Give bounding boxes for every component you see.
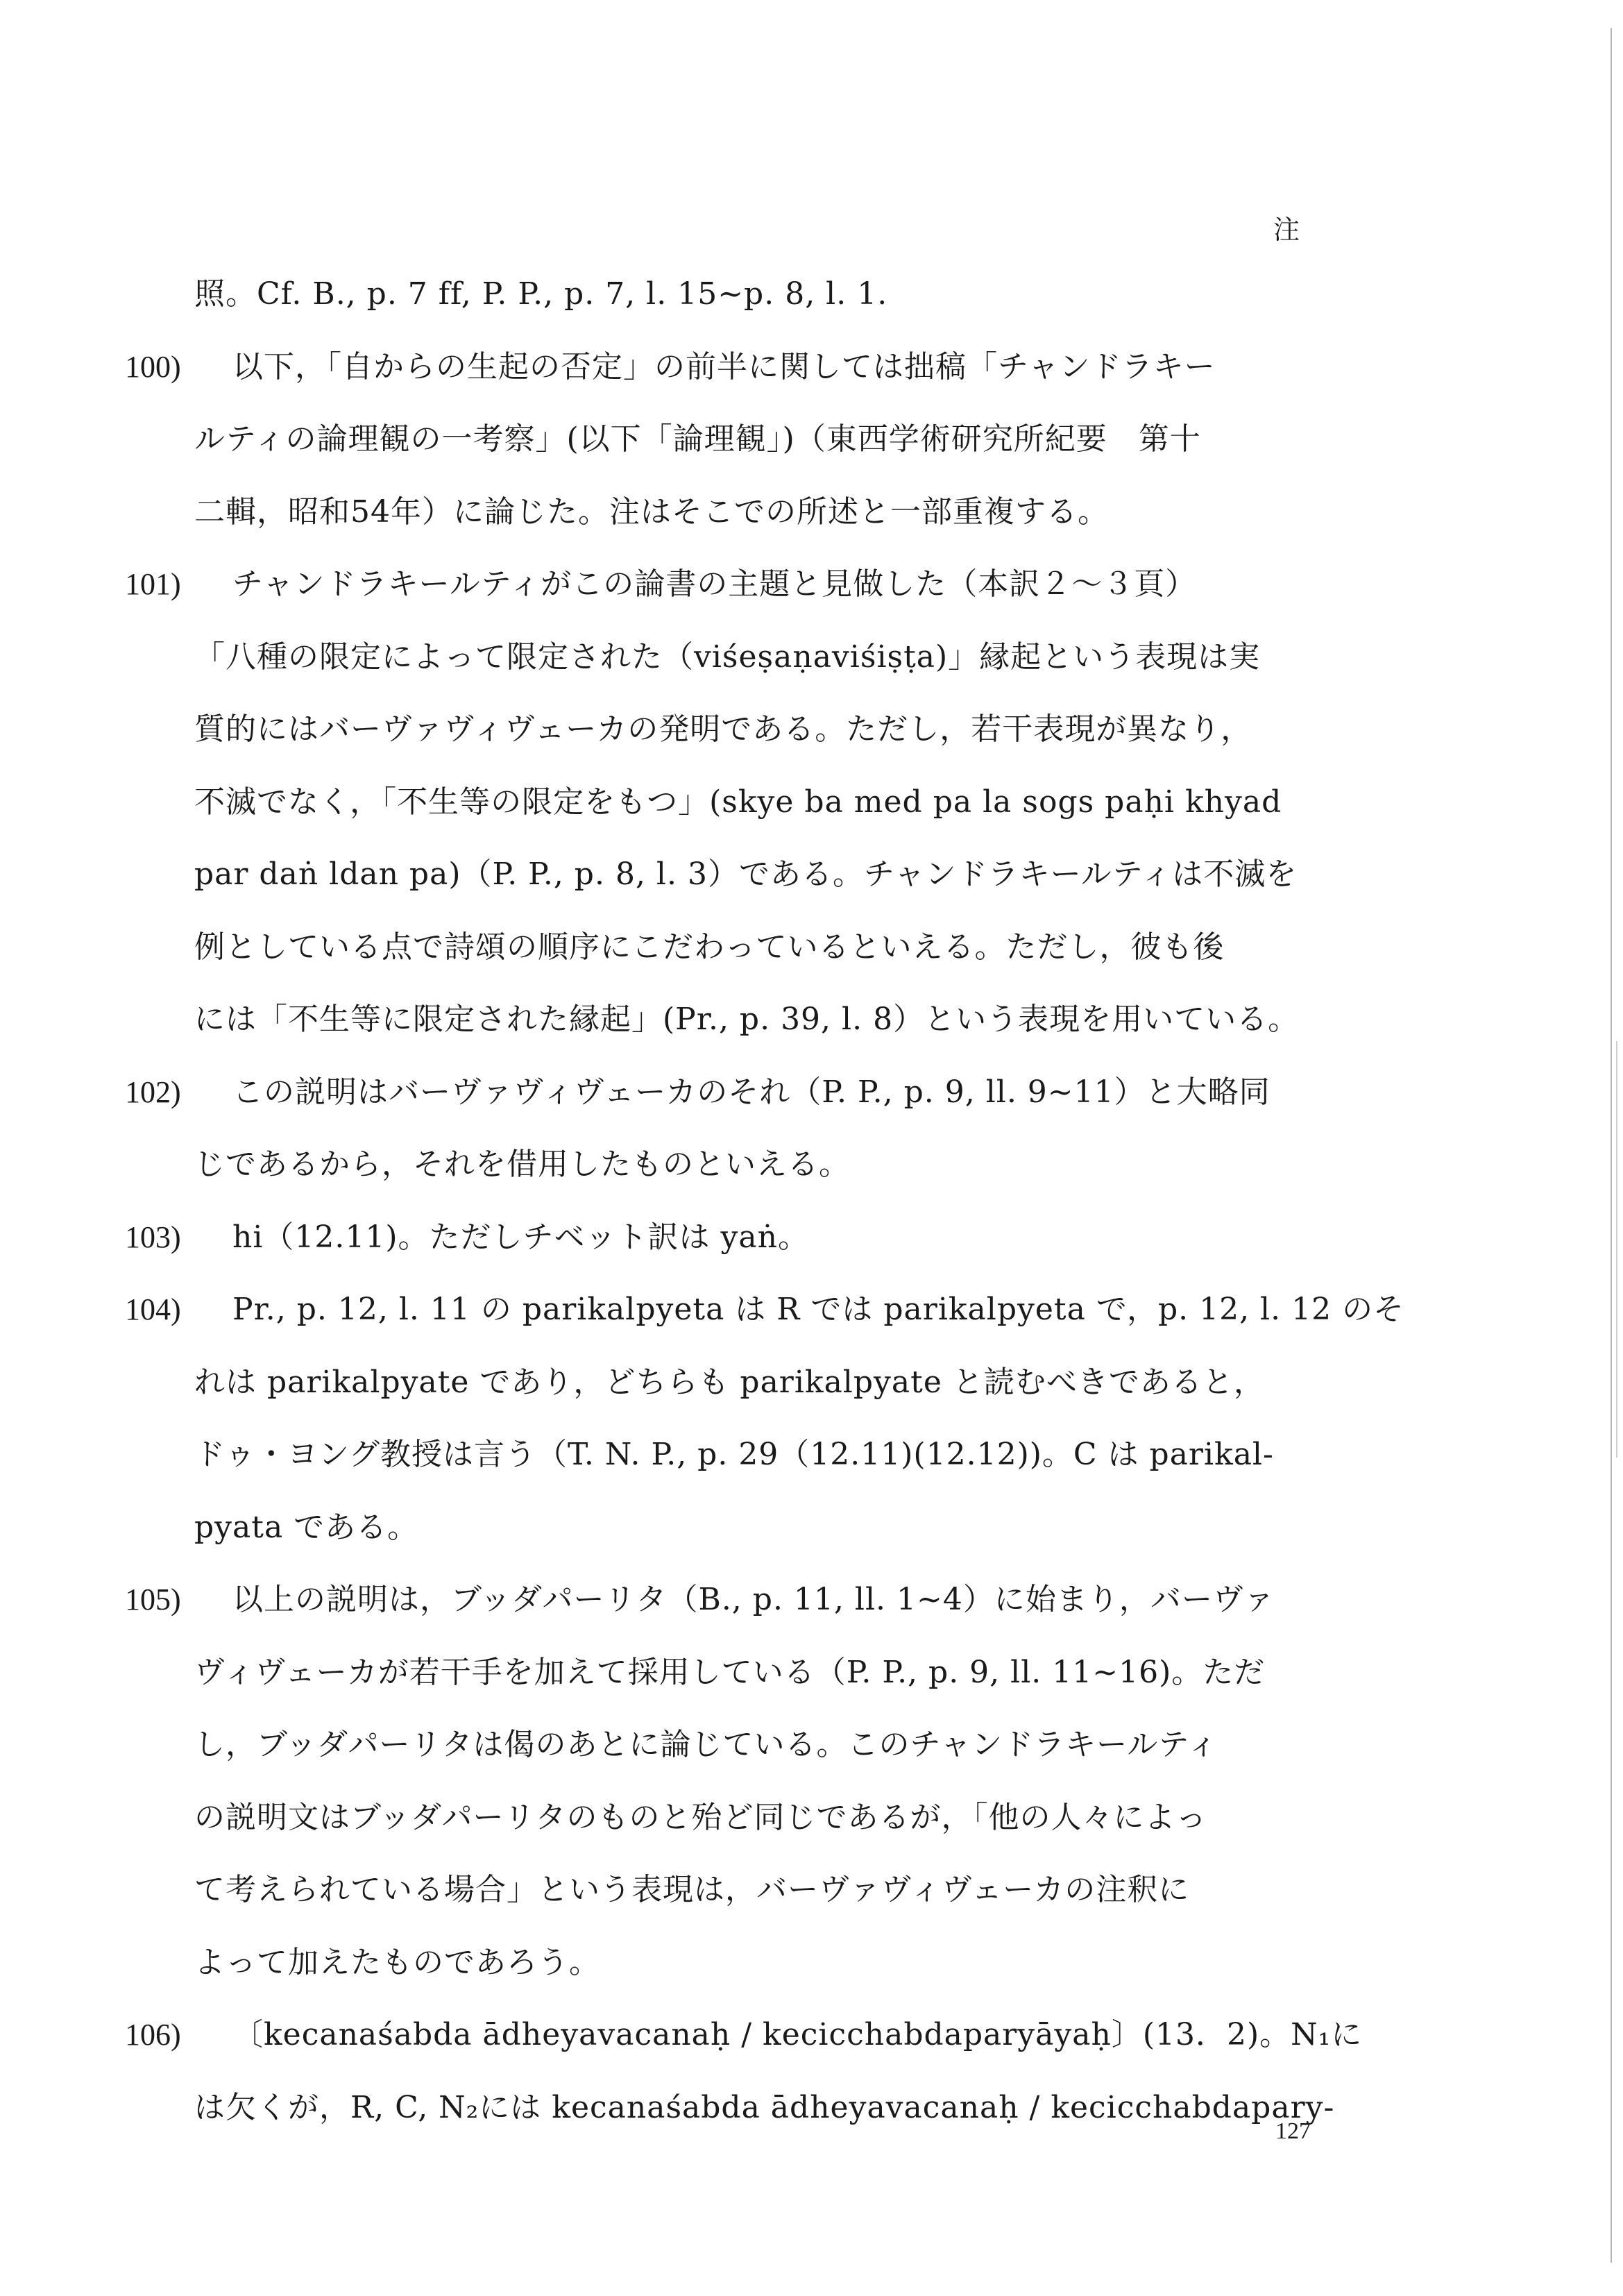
note-text: れは parikalpyate であり，どちらも parikalpyate と読むべきであると， xyxy=(194,1364,1265,1400)
text-line xyxy=(125,1274,1405,1347)
text-line xyxy=(125,911,1360,984)
text-line xyxy=(125,331,1360,404)
note-text: し，ブッダパーリタは偈のあとに論じている。このチャンドラキールティ xyxy=(194,1727,1218,1762)
note-number: 100) xyxy=(125,349,181,384)
text-line xyxy=(125,1927,1360,2000)
note-text: じであるから，それを借用したものといえる。 xyxy=(194,1147,850,1182)
note-text: て考えられている場合」という表現は，バーヴァヴィヴェーカの注釈に xyxy=(194,1872,1190,1907)
text-line xyxy=(125,984,1360,1056)
note-number: 106) xyxy=(125,2018,181,2052)
scan-edge xyxy=(1595,0,1623,2296)
text-line xyxy=(125,258,1360,331)
note-text: 例としている点で詩頌の順序にこだわっているといえる。ただし，彼も後 xyxy=(194,929,1225,965)
note-text: この説明はバーヴァヴィヴェーカのそれ（P. P., p. 9, ll. 9~11）と大略同 xyxy=(232,1074,1271,1110)
text-line xyxy=(125,1347,1360,1419)
text-line xyxy=(125,1782,1360,1855)
note-text: 以上の説明は，ブッダパーリタ（B., p. 11, ll. 1~4）に始まり，バーヴァ xyxy=(232,1582,1275,1617)
note-number: 105) xyxy=(125,1582,181,1617)
notes-body xyxy=(125,258,1405,2144)
text-line xyxy=(125,1129,1360,1201)
note-text: よって加えたものであろう。 xyxy=(194,1944,600,1980)
note-text: ヴィヴェーカが若干手を加えて採用している（P. P., p. 9, ll. 11~16)。ただ xyxy=(194,1654,1266,1690)
text-line xyxy=(125,1999,1363,2072)
note-text: Pr., p. 12, l. 11 の parikalpyeta は R では parikalpyeta で，p. 12, l. 12 のそ xyxy=(232,1292,1405,1327)
text-line xyxy=(125,1492,1360,1564)
note-text: 〔kecanaśabda ādheyavacanaḥ / kecicchabdaparyāyaḥ〕(13．2)。N₁に xyxy=(232,2017,1363,2052)
text-line xyxy=(125,2072,1360,2145)
note-number: 103) xyxy=(125,1219,181,1254)
text-line xyxy=(125,476,1360,549)
note-number: 104) xyxy=(125,1292,181,1326)
text-line xyxy=(125,548,1360,621)
note-text: ドゥ・ヨング教授は言う（T. N. P., p. 29（12.11)(12.12))。C は parikal- xyxy=(194,1437,1274,1472)
page-number: 127 xyxy=(1275,2118,1311,2144)
note-text: hi（12.11)。ただしチベット訳は yaṅ。 xyxy=(232,1219,809,1255)
note-number: 102) xyxy=(125,1074,181,1109)
text-line xyxy=(125,1854,1360,1927)
note-text: は欠くが，R, C, N₂には kecanaśabda ādheyavacanaḥ / kecicchabdapary- xyxy=(194,2089,1335,2125)
note-text: には「不生等に限定された縁起」(Pr., p. 39, l. 8）という表現を用いている。 xyxy=(194,1002,1300,1037)
text-line xyxy=(125,693,1360,766)
text-line xyxy=(125,403,1360,476)
note-text: ルティの論理観の一考察」(以下「論理観」)（東西学術研究所紀要 第十 xyxy=(194,421,1201,457)
note-number: 101) xyxy=(125,567,181,601)
note-text: pyata である。 xyxy=(194,1509,419,1545)
running-head: 注 xyxy=(1273,214,1302,245)
note-text: 以下，「自からの生起の否定」の前半に関しては拙稿「チャンドラキー xyxy=(232,348,1216,385)
note-text: 不滅でなく，「不生等の限定をもつ」(skye ba med pa la sogs paḥi khyad xyxy=(194,784,1282,820)
note-text: par daṅ ldan pa)（P. P., p. 8, l. 3）である。チャンドラキールティは不滅を xyxy=(194,856,1298,892)
text-line xyxy=(125,1564,1360,1637)
note-text: 照。Cf. B., p. 7 ff, P. P., p. 7, l. 15~p. 8, l. 1. xyxy=(194,276,888,312)
text-line xyxy=(125,1709,1360,1782)
text-line xyxy=(125,838,1360,911)
note-text: 質的にはバーヴァヴィヴェーカの発明である。ただし，若干表現が異なり， xyxy=(194,711,1252,747)
note-text: チャンドラキールティがこの論書の主題と見做した（本訳２～３頁） xyxy=(232,566,1197,602)
text-line xyxy=(125,1056,1360,1129)
note-text: 「八種の限定によって限定された（viśeṣaṇaviśiṣṭa)」縁起という表現は実 xyxy=(194,639,1261,675)
text-line xyxy=(125,621,1360,694)
text-line xyxy=(125,1419,1360,1492)
text-line xyxy=(125,1201,1360,1274)
note-text: の説明文はブッダパーリタのものと殆ど同じであるが，「他の人々によっ xyxy=(194,1799,1207,1835)
text-line xyxy=(125,1637,1360,1710)
text-line xyxy=(125,766,1360,839)
note-text: 二輯，昭和54年）に論じた。注はそこでの所述と一部重複する。 xyxy=(194,493,1109,530)
